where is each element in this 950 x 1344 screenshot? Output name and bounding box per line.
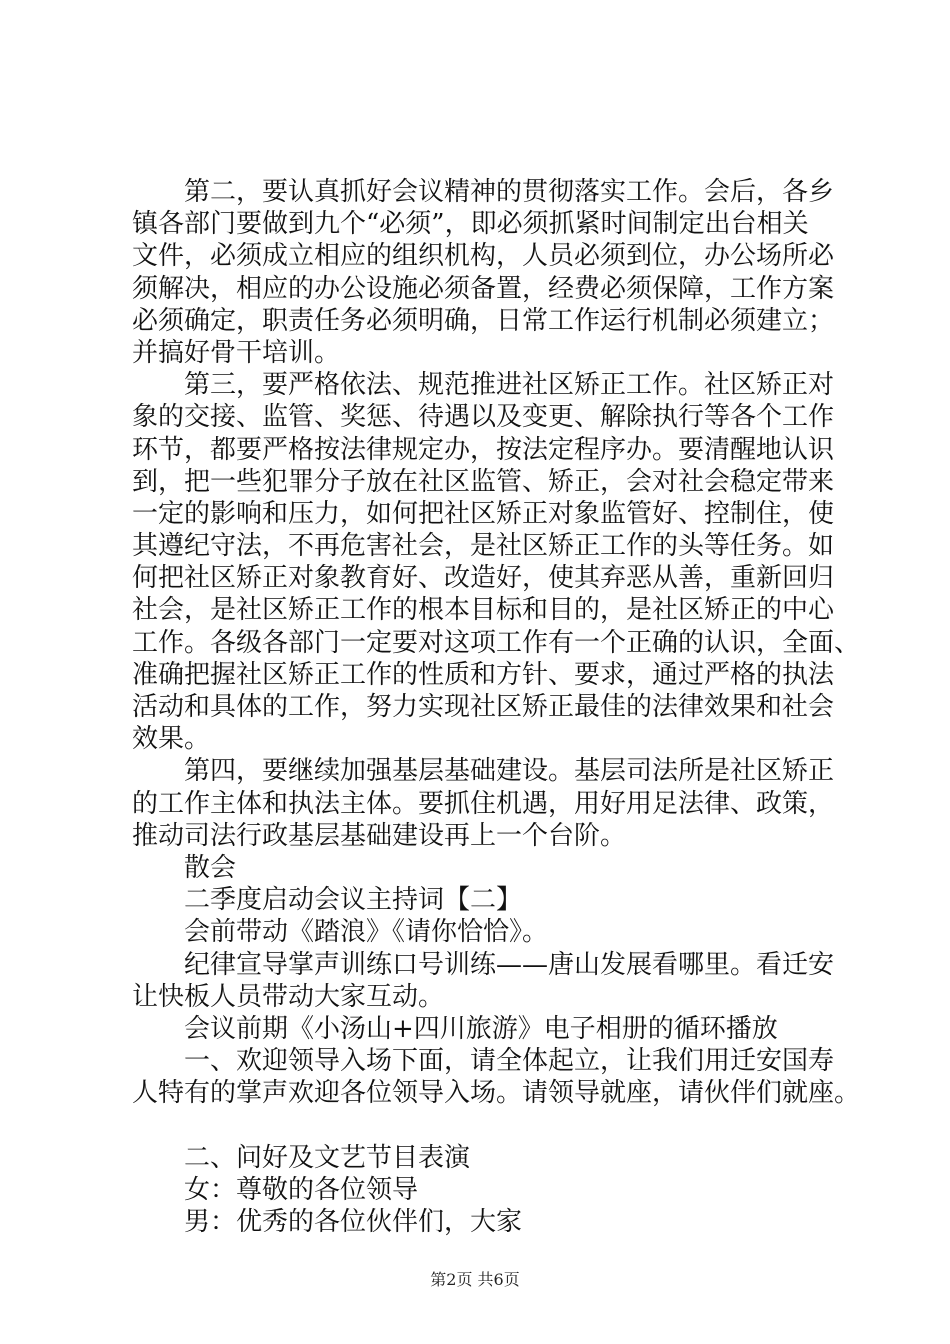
text-line: 二、问好及文艺节目表演 (184, 1142, 471, 1173)
text-line: 一、欢迎领导入场下面，请全体起立，让我们用迁安国寿 (184, 1046, 835, 1077)
text-line: 象的交接、监管、奖惩、待遇以及变更、解除执行等各个工作 (132, 402, 835, 433)
text-line: 纪律宣导掌声训练口号训练——唐山发展看哪里。看迁安 (184, 949, 835, 980)
text-line: 其遵纪守法，不再危害社会，是社区矫正工作的头等任务。如 (132, 531, 835, 562)
text-line: 让快板人员带动大家互动。 (132, 981, 445, 1012)
adjourn-line: 散会 (184, 852, 237, 883)
text-line: 的工作主体和执法主体。要抓住机遇，用好用足法律、政策， (132, 788, 835, 819)
text-line: 会前带动《踏浪》《请你恰恰》。 (184, 917, 549, 948)
text-line: 一定的影响和压力，如何把社区矫正对象监管好、控制住，使 (132, 498, 835, 529)
text-line: 工作。各级各部门一定要对这项工作有一个正确的认识，全面、 (132, 627, 861, 658)
text-line: 推动司法行政基层基础建设再上一个台阶。 (132, 820, 627, 851)
text-line: 须解决，相应的办公设施必须备置，经费必须保障，工作方案 (132, 273, 835, 304)
text-line: 必须确定，职责任务必须明确，日常工作运行机制必须建立； (132, 305, 835, 336)
paragraph-welcome (132, 1045, 861, 1109)
section-heading: 二季度启动会议主持词【二】 (184, 885, 523, 916)
text-line: 第二，要认真抓好会议精神的贯彻落实工作。会后，各乡 (184, 177, 835, 207)
text-line: 女：尊敬的各位领导 (184, 1174, 419, 1205)
text-line: 男：优秀的各位伙伴们，大家 (184, 1207, 523, 1237)
text-line: 文件，必须成立相应的组织机构，人员必须到位，办公场所必 (132, 241, 835, 272)
paragraph-second-point (132, 176, 835, 369)
text-line: 何把社区矫正对象教育好、改造好，使其弃恶从善，重新回归 (132, 563, 835, 594)
blank-line (132, 1109, 832, 1141)
document-body (132, 176, 861, 1238)
text-line: 会议前期《小汤山+四川旅游》电子相册的循环播放 (184, 1013, 778, 1044)
text-line: 准确把握社区矫正工作的性质和方针、要求，通过严格的执法 (132, 659, 835, 690)
text-line: 活动和具体的工作，努力实现社区矫正最佳的法律效果和社会 (132, 692, 835, 722)
text-line: 环节，都要严格按法律规定办，按法定程序办。要清醒地认识 (132, 434, 835, 465)
text-line: 并搞好骨干培训。 (132, 337, 341, 368)
text-line: 效果。 (132, 724, 211, 755)
paragraph-fourth-point (132, 755, 835, 852)
text-line: 社会，是社区矫正工作的根本目标和目的，是社区矫正的中心 (132, 595, 835, 626)
page-number: 第2页 共6页 (430, 1270, 520, 1289)
paragraph-discipline (132, 949, 835, 1013)
text-line: 到，把一些犯罪分子放在社区监管、矫正，会对社会稳定带来 (132, 466, 835, 497)
text-line: 第四，要继续加强基层基础建设。基层司法所是社区矫正 (184, 756, 835, 787)
text-line: 镇各部门要做到九个“必须”，即必须抓紧时间制定出台相关 (132, 209, 809, 240)
text-line: 第三，要严格依法、规范推进社区矫正工作。社区矫正对 (184, 370, 835, 401)
text-line: 人特有的掌声欢迎各位领导入场。请领导就座，请伙伴们就座。 (132, 1078, 861, 1109)
paragraph-third-point (132, 369, 861, 755)
